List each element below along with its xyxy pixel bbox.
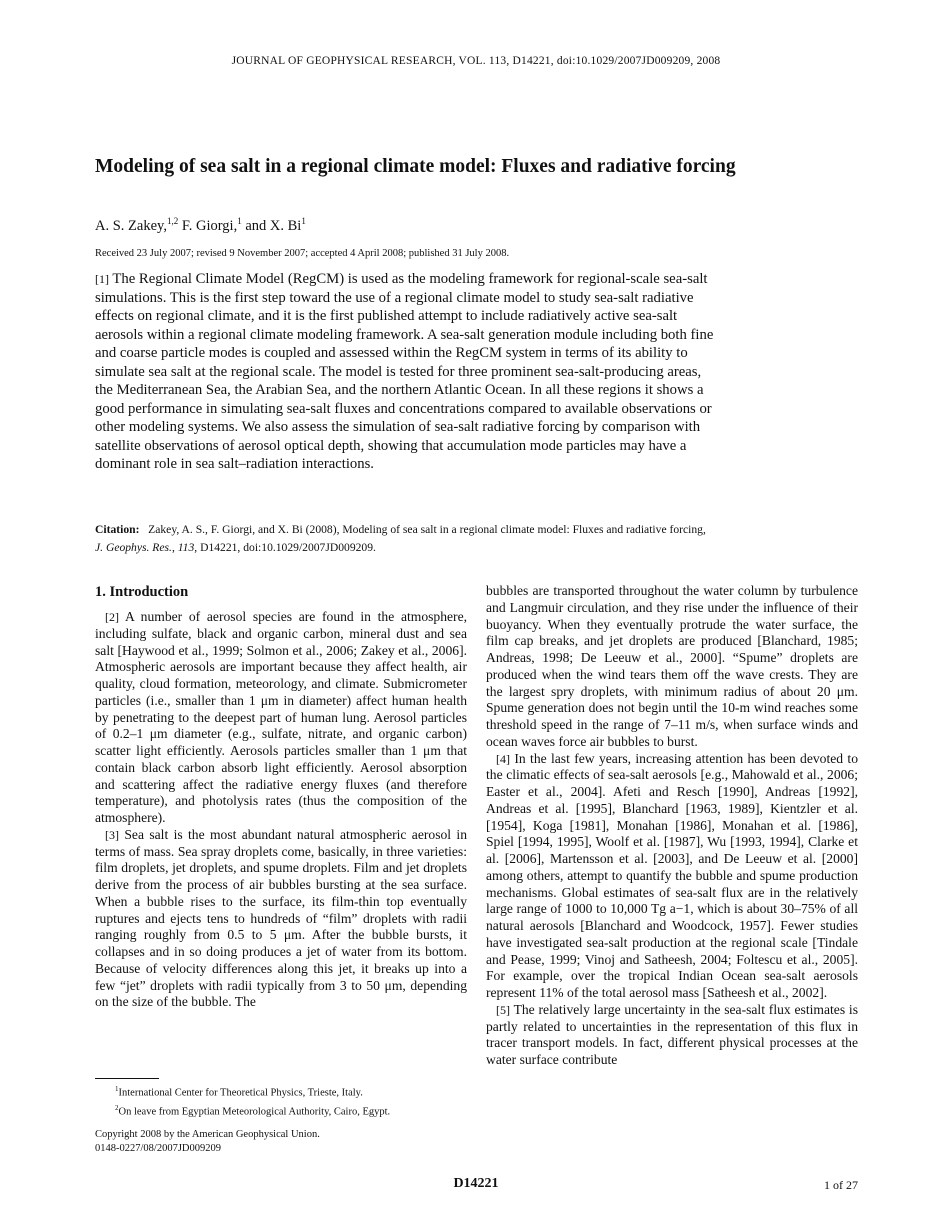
paragraph-text: Sea salt is the most abundant natural atmospheric aerosol in terms of mass. Sea spray droplets come, basically, in three varieties: film droplets, jet droplets, and spume droplets. Film and jet droplets derive from the process of air bubbles bursting at the sea surface. When a bubble rises to the surface, its film-thin top eventually ruptures and ejects tens to hundreds of “film” droplets with radii ranging roughly from 0.5 to 5 μm. After the bubble bursts, it collapses and in so doing produces a jet of water from its bottom. Because of velocity differences along this jet, it breaks up into a few “jet” droplets with radii typically from 3 to 50 μm, depending on the size of the bubble. The xyxy=(95,826,467,1010)
footnote-mark: 1 xyxy=(115,1085,119,1093)
paragraph-number: [4] xyxy=(496,751,510,766)
footnote-text: On leave from Egyptian Meteorological Authority, Cairo, Egypt. xyxy=(118,1106,391,1117)
citation: Citation: Zakey, A. S., F. Giorgi, and X. Bi (2008), Modeling of sea salt in a regional climate model: Fluxes and radiative forcing, J. Geophys. Res., 113, D14221, doi:10.1029/2007JD009209. xyxy=(95,523,706,554)
article-title: Modeling of sea salt in a regional climate model: Fluxes and radiative forcing xyxy=(95,156,736,177)
body-paragraph xyxy=(95,827,467,1011)
footnote-text: International Center for Theoretical Physics, Trieste, Italy. xyxy=(118,1087,363,1099)
author-affiliation: 1 xyxy=(237,216,242,226)
paragraph-text: bubbles are transported throughout the water column by turbulence and Langmuir circulation, and they rise under the influence of their buoyancy. When they eventually protrude the water surface, the film cap breaks, and jet droplets are produced [Blanchard, 1985; Andreas, 1998; De Leeuw et al., 2000]. “Spume” droplets are produced when the wind tears them off the wave crests. They are the largest spry droplets, with minimum radius of about 20 μm. Spume generation does not begin until the 10-m wind reaches some threshold speed in the range of 7–11 m/s, when surface winds and ocean waves force air bubbles to burst. xyxy=(486,583,858,749)
author-list xyxy=(95,216,306,235)
body-paragraph xyxy=(486,583,858,751)
author-name: F. Giorgi, xyxy=(178,217,238,234)
author-affiliation: 1,2 xyxy=(166,216,179,226)
abstract xyxy=(95,270,715,474)
footer-page-number: 1 of 27 xyxy=(824,1178,858,1192)
copyright-code: 0148-0227/08/2007JD009209 xyxy=(95,1142,221,1154)
paragraph-text: The relatively large uncertainty in the sea-salt flux estimates is partly related to uncertainties in the representation of this flux in tracer transport models. In fact, different physical processes at the water surface contribute xyxy=(486,1001,858,1067)
paragraph-text: A number of aerosol species are found in the atmosphere, including sulfate, black and organic carbon, mineral dust and sea salt [Haywood et al., 1999; Solmon et al., 2006; Zakey et al., 2006]. Atmospheric aerosols are important because they affect health, air quality, cloud formation, meteorology, and climate. Submicrometer particles (i.e., smaller than 1 μm in diameter) affect human health by penetrating to the deepest part of human lung. Aerosol particles of 0.2–1 μm diameter (e.g., sulfate, nitrate, and organic carbon) scatter light efficiently. Aerosols particles smaller than 1 μm that contain black carbon absorb light efficiently. Aerosol absorption and scattering affect the radiative energy fluxes (and therefore temperature), and photolysis rates (thus the composition of the atmosphere). xyxy=(95,609,467,825)
paragraph-number: [5] xyxy=(496,1002,510,1017)
footnote-mark: 2 xyxy=(115,1103,119,1112)
citation-rest: , D14221, doi:10.1029/2007JD009209. xyxy=(194,541,376,554)
citation-text: Zakey, A. S., F. Giorgi, and X. Bi (2008), Modeling of sea salt in a regional climate model: Fluxes and radiative forcing, xyxy=(148,523,706,536)
paragraph-text: In the last few years, increasing attention has been devoted to the climatic effects of sea-salt aerosols [e.g., Mahowald et al., 2006; Easter et al., 2004]. Afeti and Resch [1990], Andreas [1992], Andreas et al. [1995], Blanchard [1963, 1989], Kientzler et al. [1954], Koga [1981], Monahan [1986], Monahan et al. [1986], Spiel [1994, 1995], Woolf et al. [1987], Wu [1993, 1994], Clarke et al. [2006], Martensson et al. [2003], and De Leeuw et al. [2000] among others, attempt to quantify the bubble and spume production mechanisms. Global estimates of sea-salt flux are in the relatively large range of 1000 to 10,000 Tg a−1, which is about 30–75% of all natural aerosols [Blanchard and Woodcock, 1957]. Fewer studies have investigated sea-salt production at the regional scale [Tindale and Pease, 1999; Vinoj and Satheesh, 2004; Foltescu et al., 2005]. For example, over the tropical Indian Ocean sea-salt aerosols represent 11% of the total aerosol mass [Satheesh et al., 2002]. xyxy=(486,750,858,1000)
left-column xyxy=(95,583,467,1011)
copyright xyxy=(95,1128,320,1155)
author-name: and X. Bi xyxy=(241,217,302,234)
citation-label: Citation: xyxy=(95,523,140,536)
author-name: A. S. Zakey, xyxy=(95,217,167,234)
footnote xyxy=(115,1082,390,1101)
copyright-line: Copyright 2008 by the American Geophysical Union. xyxy=(95,1129,320,1140)
journal-header: JOURNAL OF GEOPHYSICAL RESEARCH, VOL. 113, D14221, doi:10.1029/2007JD009209, 2008 xyxy=(231,55,721,67)
body-paragraph xyxy=(95,609,467,827)
footer-article-id: D14221 xyxy=(453,1176,499,1191)
footnote-divider xyxy=(95,1078,159,1079)
right-column xyxy=(486,583,858,1069)
received-dates: Received 23 July 2007; revised 9 November 2007; accepted 4 April 2008; published 31 July 2008. xyxy=(95,248,510,259)
abstract-text: The Regional Climate Model (RegCM) is used as the modeling framework for regional-scale sea-salt simulations. This is the first step toward the use of a regional climate model to study sea-salt radiative effects on regional climate, and it is the first published attempt to include radiatively active sea-salt aerosols within a regional climate modeling framework. A sea-salt generation module including both fine and coarse particle modes is coupled and assessed within the RegCM system in terms of its ability to simulate sea salt at the regional scale. The model is tested for three prominent sea-salt-producing areas, the Mediterranean Sea, the Arabian Sea, and the northern Atlantic Ocean. In all these regions it shows a good performance in simulating sea-salt fluxes and concentrations compared to available observations or other modeling systems. We also assess the simulation of sea-salt radiative forcing by comparison with satellite observations of aerosol optical depth, showing that accumulation mode particles may have a dominant role in sea salt–radiation interactions. xyxy=(95,271,714,472)
paragraph-number: [3] xyxy=(105,827,119,842)
paragraph-number: [2] xyxy=(105,610,119,624)
body-paragraph xyxy=(486,751,858,1002)
citation-journal: J. Geophys. Res. xyxy=(95,541,172,554)
footnotes xyxy=(115,1082,390,1119)
paragraph-number: [1] xyxy=(95,272,109,286)
footnote xyxy=(115,1101,390,1120)
body-paragraph xyxy=(486,1002,858,1069)
author-affiliation: 1 xyxy=(301,216,306,226)
section-heading: 1. Introduction xyxy=(95,584,189,600)
citation-volume: 113 xyxy=(177,541,195,554)
